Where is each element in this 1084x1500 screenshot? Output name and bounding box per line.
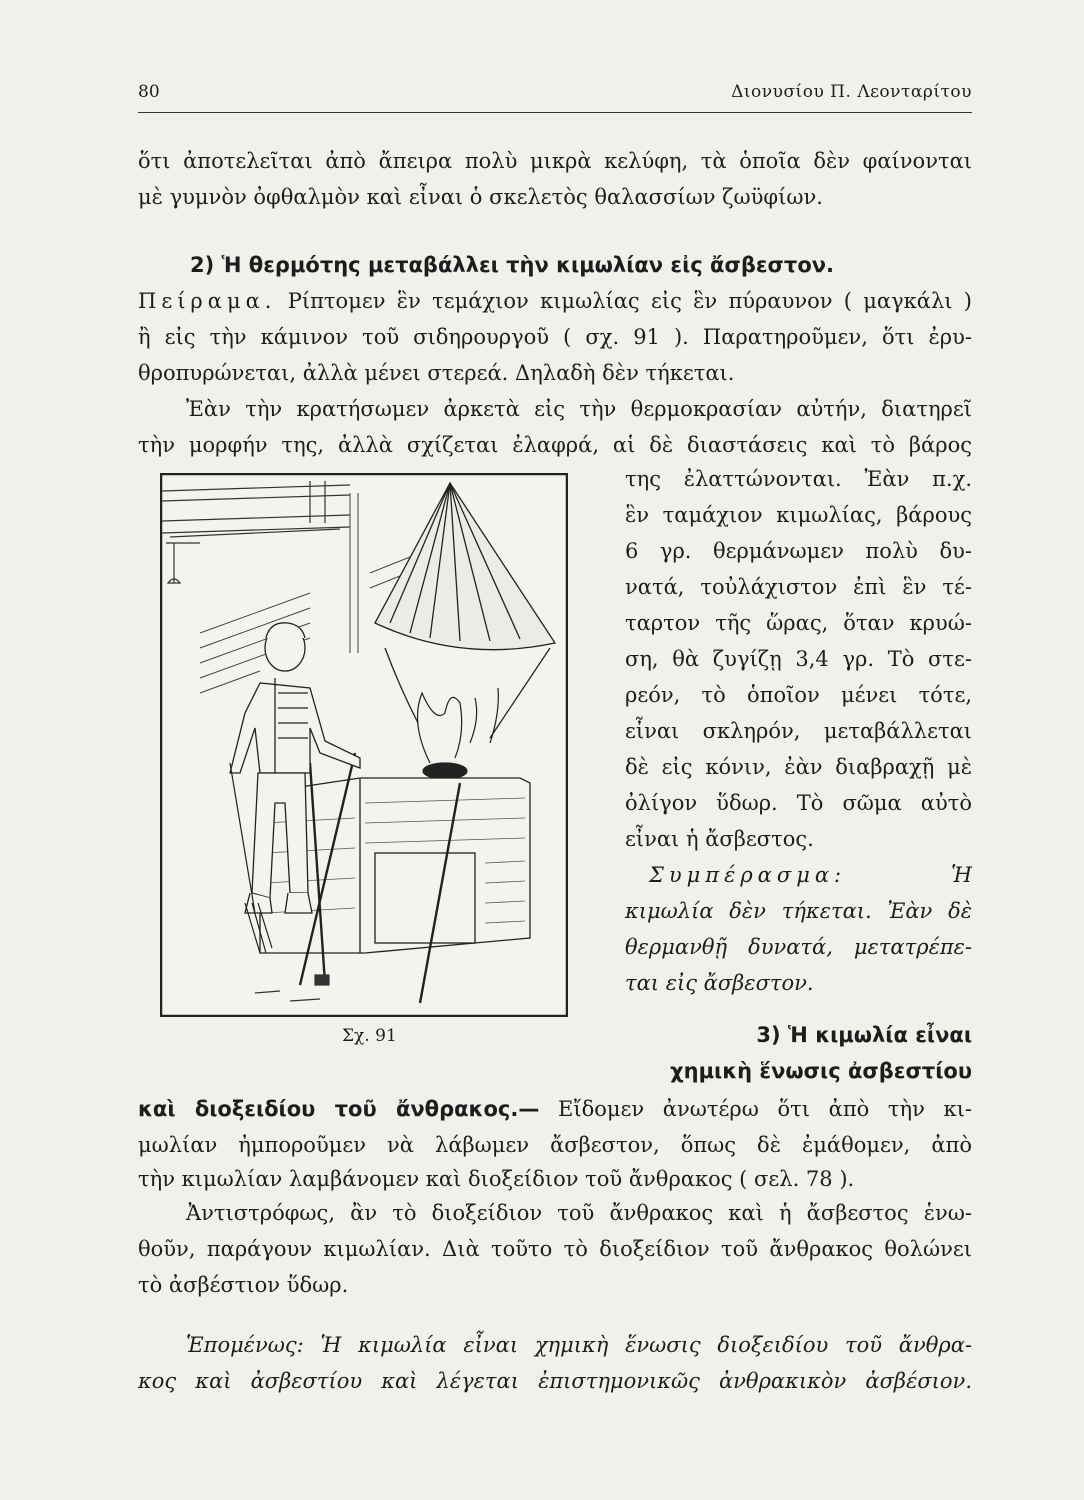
- body-line: ἢ εἰς τὴν κάμινον τοῦ σιδηρουργοῦ ( σχ. 91 ). Παρατηροῦμεν, ὅτι ἐρυ-: [138, 325, 972, 349]
- body-line: Ἐὰν τὴν κρατήσωμεν ἀρκετὰ εἰς τὴν θερμοκρασίαν αὐτήν, διατηρεῖ: [186, 397, 972, 421]
- body-line: τὸ ἀσβέστιον ὕδωρ.: [138, 1273, 349, 1297]
- body-line: [138, 286, 972, 316]
- column-line: 6 γρ. θερμάνωμεν πολὺ δυ-: [625, 539, 972, 563]
- body-text: Εἴδομεν ἀνωτέρω ὅτι ἀπὸ τὴν κι-: [558, 1097, 972, 1121]
- column-line: ται εἰς ἄσβεστον.: [625, 971, 814, 995]
- figure-91: [160, 473, 568, 1017]
- body-line: θοῦν, παράγουν κιμωλίαν. Διὰ τοῦτο τὸ διοξείδιον τοῦ ἄνθρακος θολώνει: [138, 1237, 972, 1261]
- column-line: ὀλίγον ὕδωρ. Τὸ σῶμα αὐτὸ: [625, 791, 972, 815]
- experiment-text: Ρίπτομεν ἓν τεμάχιον κιμωλίας εἰς ἓν πύραυνον ( μαγκάλι ): [287, 289, 972, 313]
- experiment-label: Πείραμα.: [138, 289, 277, 313]
- running-head: Διονυσίου Π. Λεονταρίτου: [731, 82, 972, 102]
- body-line: [138, 1094, 972, 1124]
- column-line: εἶναι σκληρόν, μεταβάλλεται: [625, 719, 972, 743]
- body-line: τὴν μορφήν της, ἀλλὰ σχίζεται ἐλαφρά, αἱ δὲ διαστάσεις καὶ τὸ βάρος: [138, 433, 972, 457]
- header-rule: [138, 112, 972, 113]
- body-line: ὅτι ἀποτελεῖται ἀπὸ ἄπειρα πολὺ μικρὰ κελύφη, τὰ ὁποῖα δὲν φαίνονται: [138, 149, 972, 173]
- column-line: ση, θὰ ζυγίζῃ 3,4 γρ. Τὸ στε-: [625, 647, 972, 671]
- column-line: της ἐλαττώνονται. Ἐὰν π.χ.: [625, 467, 972, 491]
- conclusion-text: Ἡ: [951, 863, 972, 887]
- column-line: ἓν ταμάχιον κιμωλίας, βάρους: [625, 503, 972, 527]
- column-line: θερμανθῇ δυνατά, μετατρέπε-: [625, 935, 972, 959]
- conclusion-label: Συμπέρασμα:: [649, 863, 847, 887]
- figure-caption: Σχ. 91: [342, 1026, 397, 1046]
- body-line: Ἀντιστρόφως, ἂν τὸ διοξείδιον τοῦ ἄνθρακος καὶ ἡ ἄσβεστος ἑνω-: [186, 1201, 972, 1225]
- page-number: 80: [138, 82, 160, 102]
- column-line: [625, 860, 972, 890]
- column-line: νατά, τοὐλάχιστον ἐπὶ ἓν τέ-: [625, 575, 972, 599]
- page-header: [138, 82, 972, 114]
- body-line: θροπυρώνεται, ἀλλὰ μένει στερεά. Δηλαδὴ δὲν τήκεται.: [138, 361, 735, 385]
- column-line: ρεόν, τὸ ὁποῖον μένει τότε,: [625, 683, 972, 707]
- column-line: δὲ εἰς κόνιν, ἐὰν διαβραχῇ μὲ: [625, 755, 972, 779]
- body-line: μωλίαν ἠμποροῦμεν νὰ λάβωμεν ἄσβεστον, ὅπως δὲ ἐμάθομεν, ἀπὸ: [138, 1133, 972, 1157]
- body-line: κος καὶ ἀσβεστίου καὶ λέγεται ἐπιστημονικῶς ἀνθρακικὸν ἀσβέσιον.: [138, 1369, 972, 1393]
- section-heading: χημικὴ ἕνωσις ἀσβεστίου: [670, 1059, 972, 1083]
- section-heading: 2) Ἡ θερμότης μεταβάλλει τὴν κιμωλίαν εἰς ἄσβεστον.: [190, 253, 835, 277]
- column-line: ταρτον τῆς ὥρας, ὅταν κρυώ-: [625, 611, 972, 635]
- blacksmith-forge-illustration: [160, 473, 568, 1017]
- body-line: τὴν κιμωλίαν λαμβάνομεν καὶ διοξείδιον τοῦ ἄνθρακος ( σελ. 78 ).: [138, 1167, 855, 1191]
- body-line: Ἑπομένως: Ἡ κιμωλία εἶναι χημικὴ ἕνωσις διοξειδίου τοῦ ἄνθρα-: [186, 1333, 972, 1357]
- body-line: μὲ γυμνὸν ὀφθαλμὸν καὶ εἶναι ὁ σκελετὸς θαλασσίων ζωϋφίων.: [138, 185, 823, 209]
- column-line: κιμωλία δὲν τήκεται. Ἐὰν δὲ: [625, 899, 972, 923]
- section-heading-continued: καὶ διοξειδίου τοῦ ἄνθρακος.—: [138, 1097, 540, 1121]
- column-line: εἶναι ἡ ἄσβεστος.: [625, 827, 814, 851]
- section-heading: 3) Ἡ κιμωλία εἶναι: [756, 1023, 972, 1047]
